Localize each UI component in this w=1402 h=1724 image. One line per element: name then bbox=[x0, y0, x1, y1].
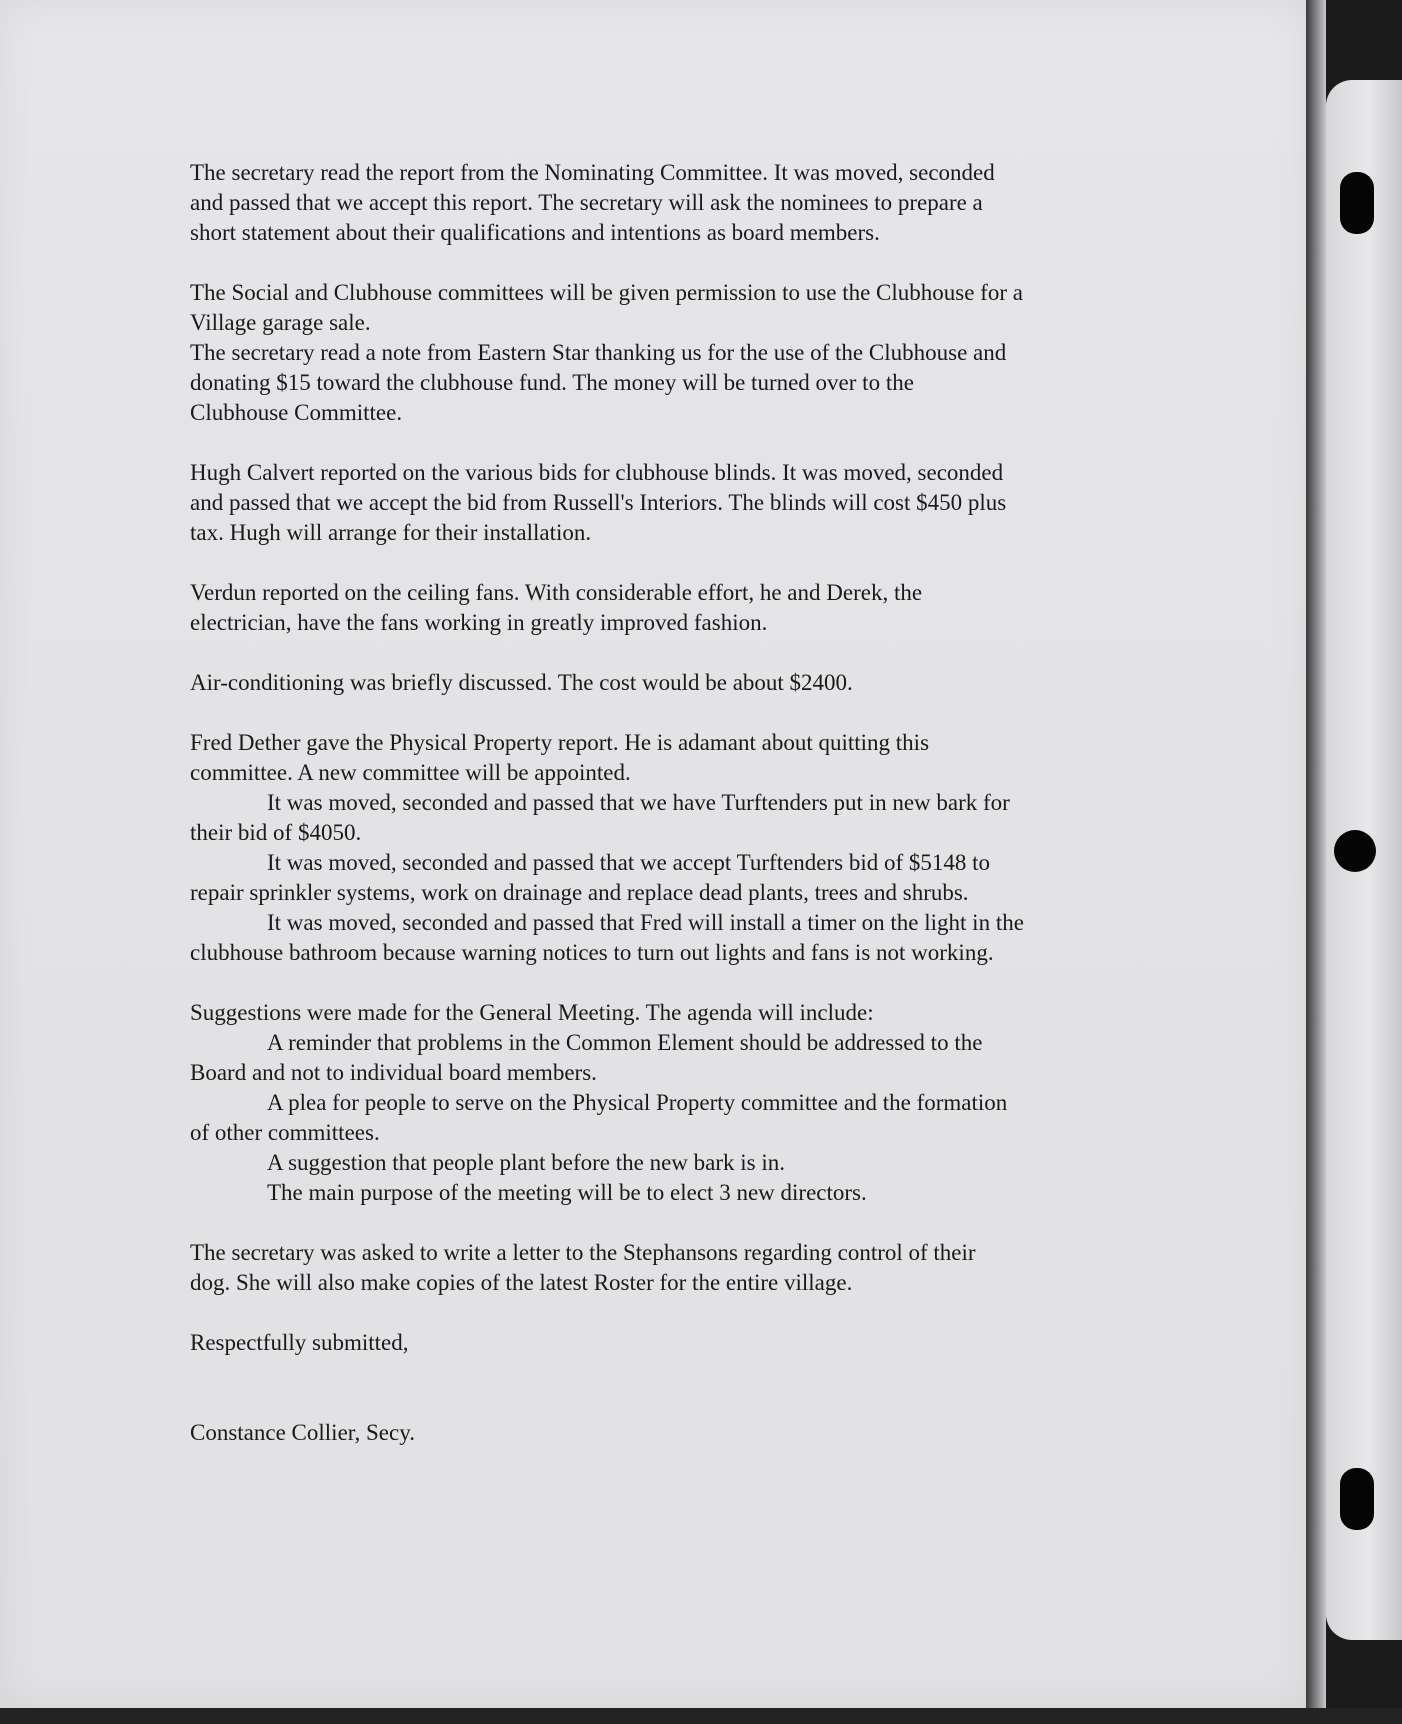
text-line: donating $15 toward the clubhouse fund. The money will be turned over to the bbox=[190, 370, 914, 395]
text-line: Village garage sale. bbox=[190, 310, 371, 335]
text-line: A suggestion that people plant before the new bark is in. bbox=[267, 1150, 786, 1175]
text-line: their bid of $4050. bbox=[190, 820, 362, 845]
text-line: Verdun reported on the ceiling fans. With considerable effort, he and Derek, the bbox=[190, 580, 923, 605]
paragraph-social-committee bbox=[190, 278, 1120, 338]
paragraph-ceiling-fans bbox=[190, 578, 1120, 638]
punch-hole-middle bbox=[1334, 830, 1376, 872]
text-line: The secretary read the report from the Nominating Committee. It was moved, seconded bbox=[190, 160, 995, 185]
signature-line bbox=[190, 1418, 1120, 1448]
agenda-item-plant bbox=[190, 1148, 1120, 1178]
background-edge bbox=[0, 1708, 1402, 1724]
text-line: The secretary was asked to write a letter to the Stephansons regarding control of their bbox=[190, 1240, 976, 1265]
paragraph-letter bbox=[190, 1238, 1120, 1298]
paragraph-eastern-star bbox=[190, 338, 1120, 428]
punch-hole-top bbox=[1340, 172, 1374, 234]
paragraph-sprinkler-motion bbox=[190, 848, 1120, 908]
text-line: dog. She will also make copies of the latest Roster for the entire village. bbox=[190, 1270, 853, 1295]
agenda-item-reminder bbox=[190, 1028, 1120, 1088]
paragraph-air-conditioning bbox=[190, 668, 1120, 698]
text-line: It was moved, seconded and passed that Fred will install a timer on the light in the bbox=[267, 910, 1024, 935]
text-line: of other committees. bbox=[190, 1120, 380, 1145]
text-line: A plea for people to serve on the Physical Property committee and the formation bbox=[267, 1090, 1008, 1115]
text-line: Hugh Calvert reported on the various bids for clubhouse blinds. It was moved, seconded bbox=[190, 460, 1004, 485]
text-line: Clubhouse Committee. bbox=[190, 400, 403, 425]
punch-hole-bottom bbox=[1340, 1468, 1374, 1530]
text-line: Board and not to individual board members. bbox=[190, 1060, 597, 1085]
signature-text: Constance Collier, Secy. bbox=[190, 1420, 415, 1445]
text-line: tax. Hugh will arrange for their installation. bbox=[190, 520, 592, 545]
agenda-item-plea bbox=[190, 1088, 1120, 1148]
text-line: The Social and Clubhouse committees will be given permission to use the Clubhouse for a bbox=[190, 280, 1023, 305]
document-body bbox=[190, 158, 1120, 1478]
text-line: Fred Dether gave the Physical Property report. He is adamant about quitting this bbox=[190, 730, 930, 755]
text-line: repair sprinkler systems, work on drainage and replace dead plants, trees and shrubs. bbox=[190, 880, 969, 905]
paragraph-physical-property bbox=[190, 728, 1120, 788]
agenda-item-purpose bbox=[190, 1178, 1120, 1208]
paragraph-clubhouse-blinds bbox=[190, 458, 1120, 548]
text-line: Air-conditioning was briefly discussed. The cost would be about $2400. bbox=[190, 670, 853, 695]
sheet-protector-edge bbox=[1306, 0, 1326, 1708]
paragraph-timer-motion bbox=[190, 908, 1120, 968]
text-line: and passed that we accept the bid from Russell's Interiors. The blinds will cost $450 plus bbox=[190, 490, 1007, 515]
paragraph-bark-motion bbox=[190, 788, 1120, 848]
paragraph-nominating-committee bbox=[190, 158, 1120, 248]
text-line: A reminder that problems in the Common Element should be addressed to the bbox=[267, 1030, 983, 1055]
text-line: The secretary read a note from Eastern Star thanking us for the use of the Clubhouse and bbox=[190, 340, 1007, 365]
text-line: It was moved, seconded and passed that we accept Turftenders bid of $5148 to bbox=[267, 850, 991, 875]
text-line: and passed that we accept this report. The secretary will ask the nominees to prepare a bbox=[190, 190, 983, 215]
paragraph-general-meeting bbox=[190, 998, 1120, 1028]
text-line: It was moved, seconded and passed that we have Turftenders put in new bark for bbox=[267, 790, 1010, 815]
text-line: short statement about their qualifications and intentions as board members. bbox=[190, 220, 880, 245]
text-line: The main purpose of the meeting will be to elect 3 new directors. bbox=[267, 1180, 867, 1205]
text-line: committee. A new committee will be appointed. bbox=[190, 760, 631, 785]
text-line: Suggestions were made for the General Meeting. The agenda will include: bbox=[190, 1000, 874, 1025]
text-line: electrician, have the fans working in greatly improved fashion. bbox=[190, 610, 768, 635]
text-line: clubhouse bathroom because warning notices to turn out lights and fans is not working. bbox=[190, 940, 994, 965]
closing-text: Respectfully submitted, bbox=[190, 1330, 409, 1355]
closing-line bbox=[190, 1328, 1120, 1358]
